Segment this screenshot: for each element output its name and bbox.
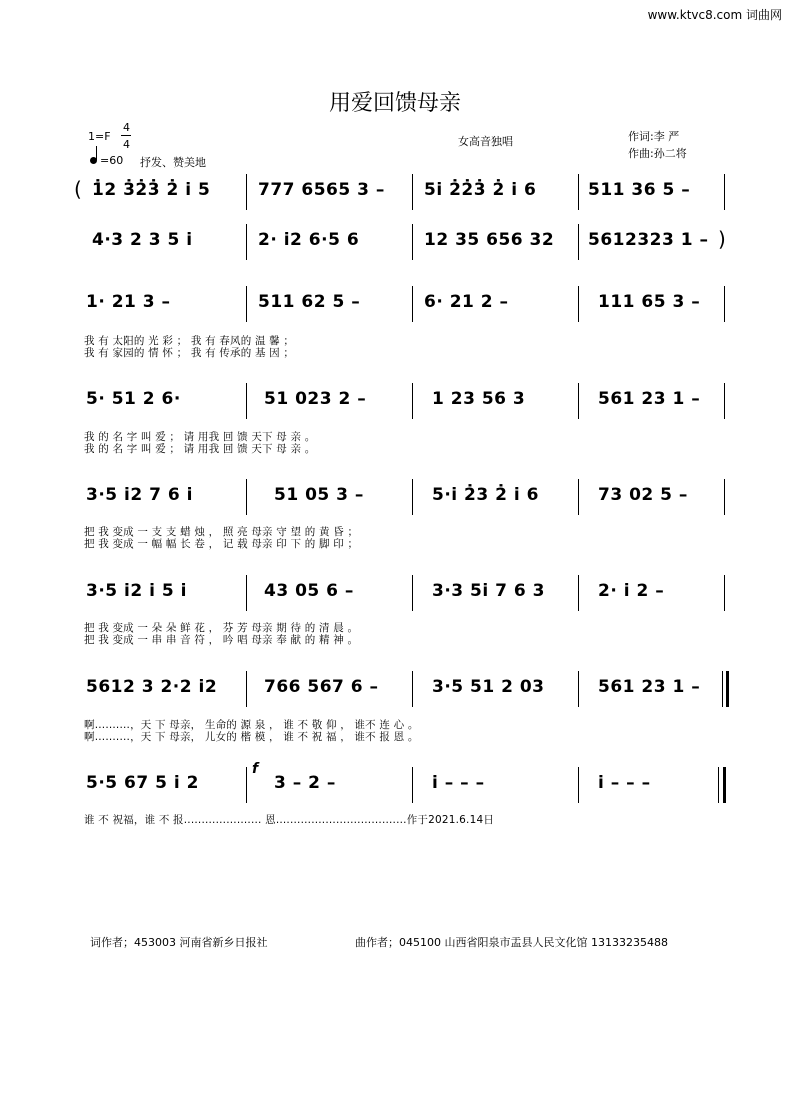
composer-credit: 作曲:孙二将 [628, 147, 687, 160]
lyric-line: 谁 不 祝福，谁 不 报...................... 恩.....................................作于2021.6.14日 [84, 814, 495, 826]
song-title: 用爱回馈母亲 [328, 91, 461, 116]
dynamic-marking: f [252, 761, 259, 777]
measure: 73 02 5 – [598, 485, 688, 505]
barline [722, 671, 723, 707]
lyric-line: 把 我 变成 一 朵 朵 鲜 花 ， 芬 芳 母亲 期 待 的 清 晨 。 [84, 622, 359, 634]
barline [724, 383, 725, 419]
barline [724, 575, 725, 611]
barline [246, 383, 247, 419]
open-bracket: ( [74, 177, 83, 201]
time-signature-bottom: 4 [123, 138, 130, 151]
time-signature-divider [121, 135, 131, 136]
measure: 5· 51 2 6· [86, 389, 181, 409]
performer-label: 女高音独唱 [458, 135, 513, 148]
barline [412, 174, 413, 210]
composer-address: 曲作者；045100 山西省阳泉市盂县人民文化馆 13133235488 [355, 936, 668, 949]
measure: 3·5 51 2 03 [432, 677, 545, 697]
score-row-8 [78, 761, 728, 803]
barline [246, 174, 247, 210]
measure: 51 023 2 – [264, 389, 367, 409]
measure: 5·i 2̇3 2̇ i 6 [432, 485, 539, 505]
measure: 777 6565 3 – [258, 180, 385, 200]
barline [246, 286, 247, 322]
score-row-6 [78, 581, 728, 611]
measure: 3·5 i2 7 6 i [86, 485, 193, 505]
measure: 561 23 1 – [598, 677, 701, 697]
barline [578, 671, 579, 707]
barline [412, 671, 413, 707]
lyric-line: 我 的 名 字 叫 爱 ； 请 用我 回 馈 天下 母 亲 。 [84, 431, 316, 443]
barline [724, 286, 725, 322]
final-barline [723, 767, 726, 803]
measure: i – – – [598, 773, 651, 793]
measure: 6· 21 2 – [424, 292, 509, 312]
measure: 561 23 1 – [598, 389, 701, 409]
measure: 511 62 5 – [258, 292, 361, 312]
barline [246, 767, 247, 803]
lyric-line: 把 我 变成 一 串 串 音 符 ， 吟 唱 母亲 奉 献 的 精 神 。 [84, 634, 359, 646]
measure: 43 05 6 – [264, 581, 354, 601]
measure: 1̇2 3̇2̇3̇ 2̇ i 5 [92, 180, 211, 200]
measure: 3·5 i2 i 5 i [86, 581, 187, 601]
measure: 1 23 56 3 [432, 389, 526, 409]
score-row-1 [74, 177, 728, 210]
barline [724, 174, 725, 210]
barline [412, 767, 413, 803]
measure: 3·3 5i 7 6 3 [432, 581, 545, 601]
score-row-7 [78, 677, 728, 707]
expression-marking: 抒发、赞美地 [140, 156, 206, 169]
barline [578, 479, 579, 515]
barline [578, 286, 579, 322]
lyric-line: 把 我 变成 一 幅 幅 长 卷 ， 记 载 母亲 印 下 的 脚 印 ； [84, 538, 359, 550]
lyricist-address: 词作者；453003 河南省新乡日报社 [90, 936, 268, 949]
measure: 51 05 3 – [274, 485, 364, 505]
measure: 5612 3 2·2 i2 [86, 677, 218, 697]
barline [412, 479, 413, 515]
lyric-line: 我 有 家园的 情 怀 ； 我 有 传承的 基 因 ； [84, 347, 295, 359]
lyric-line: 啊..........，天 下 母亲， 生命的 源 泉 ， 谁 不 敬 仰 ， 谁不 连 心 。 [84, 719, 419, 731]
barline [412, 575, 413, 611]
barline [246, 671, 247, 707]
measure: 766 567 6 – [264, 677, 379, 697]
close-bracket: ) [718, 227, 727, 251]
barline [578, 224, 579, 260]
barline [246, 224, 247, 260]
barline [578, 767, 579, 803]
measure: 12 35 656 32 [424, 230, 555, 250]
measure: 2· i2 6·5 6 [258, 230, 360, 250]
barline [578, 383, 579, 419]
lyricist-credit: 作词:李 严 [628, 130, 680, 143]
measure: 2· i 2 – [598, 581, 665, 601]
barline [578, 575, 579, 611]
score-row-4 [78, 389, 728, 419]
key-signature: 1=F [88, 130, 111, 143]
measure: 111 65 3 – [598, 292, 701, 312]
measure: 511 36 5 – [588, 180, 691, 200]
barline [578, 174, 579, 210]
score-row-3 [78, 292, 728, 322]
barline [412, 286, 413, 322]
score-row-5 [78, 485, 728, 515]
lyric-line: 我 的 名 字 叫 爱 ； 请 用我 回 馈 天下 母 亲 。 [84, 443, 316, 455]
site-watermark: www.ktvc8.com 词曲网 [647, 8, 782, 22]
barline [724, 479, 725, 515]
lyric-line: 把 我 变成 一 支 支 蜡 烛 ， 照 亮 母亲 守 望 的 黄 昏 ； [84, 526, 359, 538]
barline [412, 383, 413, 419]
measure: 5612323 1 – [588, 230, 709, 250]
measure: 5·5 67 5 i 2 [86, 773, 199, 793]
lyric-line: 我 有 太阳的 光 彩 ； 我 有 春风的 温 馨 ； [84, 335, 295, 347]
measure: 4·3 2 3 5 i [92, 230, 193, 250]
barline [412, 224, 413, 260]
time-signature-top: 4 [123, 121, 130, 134]
tempo-marking: =60 [100, 154, 124, 167]
score-row-2 [78, 227, 728, 260]
barline [246, 479, 247, 515]
quarter-note-stem [96, 146, 97, 160]
lyric-line: 啊..........，天 下 母亲， 儿女的 楷 模 ， 谁 不 祝 福 ， 谁不 报 恩 。 [84, 731, 419, 743]
measure: 1· 21 3 – [86, 292, 171, 312]
measure: 5i 2̇2̇3̇ 2̇ i 6 [424, 180, 537, 200]
barline [246, 575, 247, 611]
barline [718, 767, 719, 803]
repeat-barline [726, 671, 729, 707]
measure: i – – – [432, 773, 485, 793]
measure: 3 – 2 – [274, 773, 336, 793]
